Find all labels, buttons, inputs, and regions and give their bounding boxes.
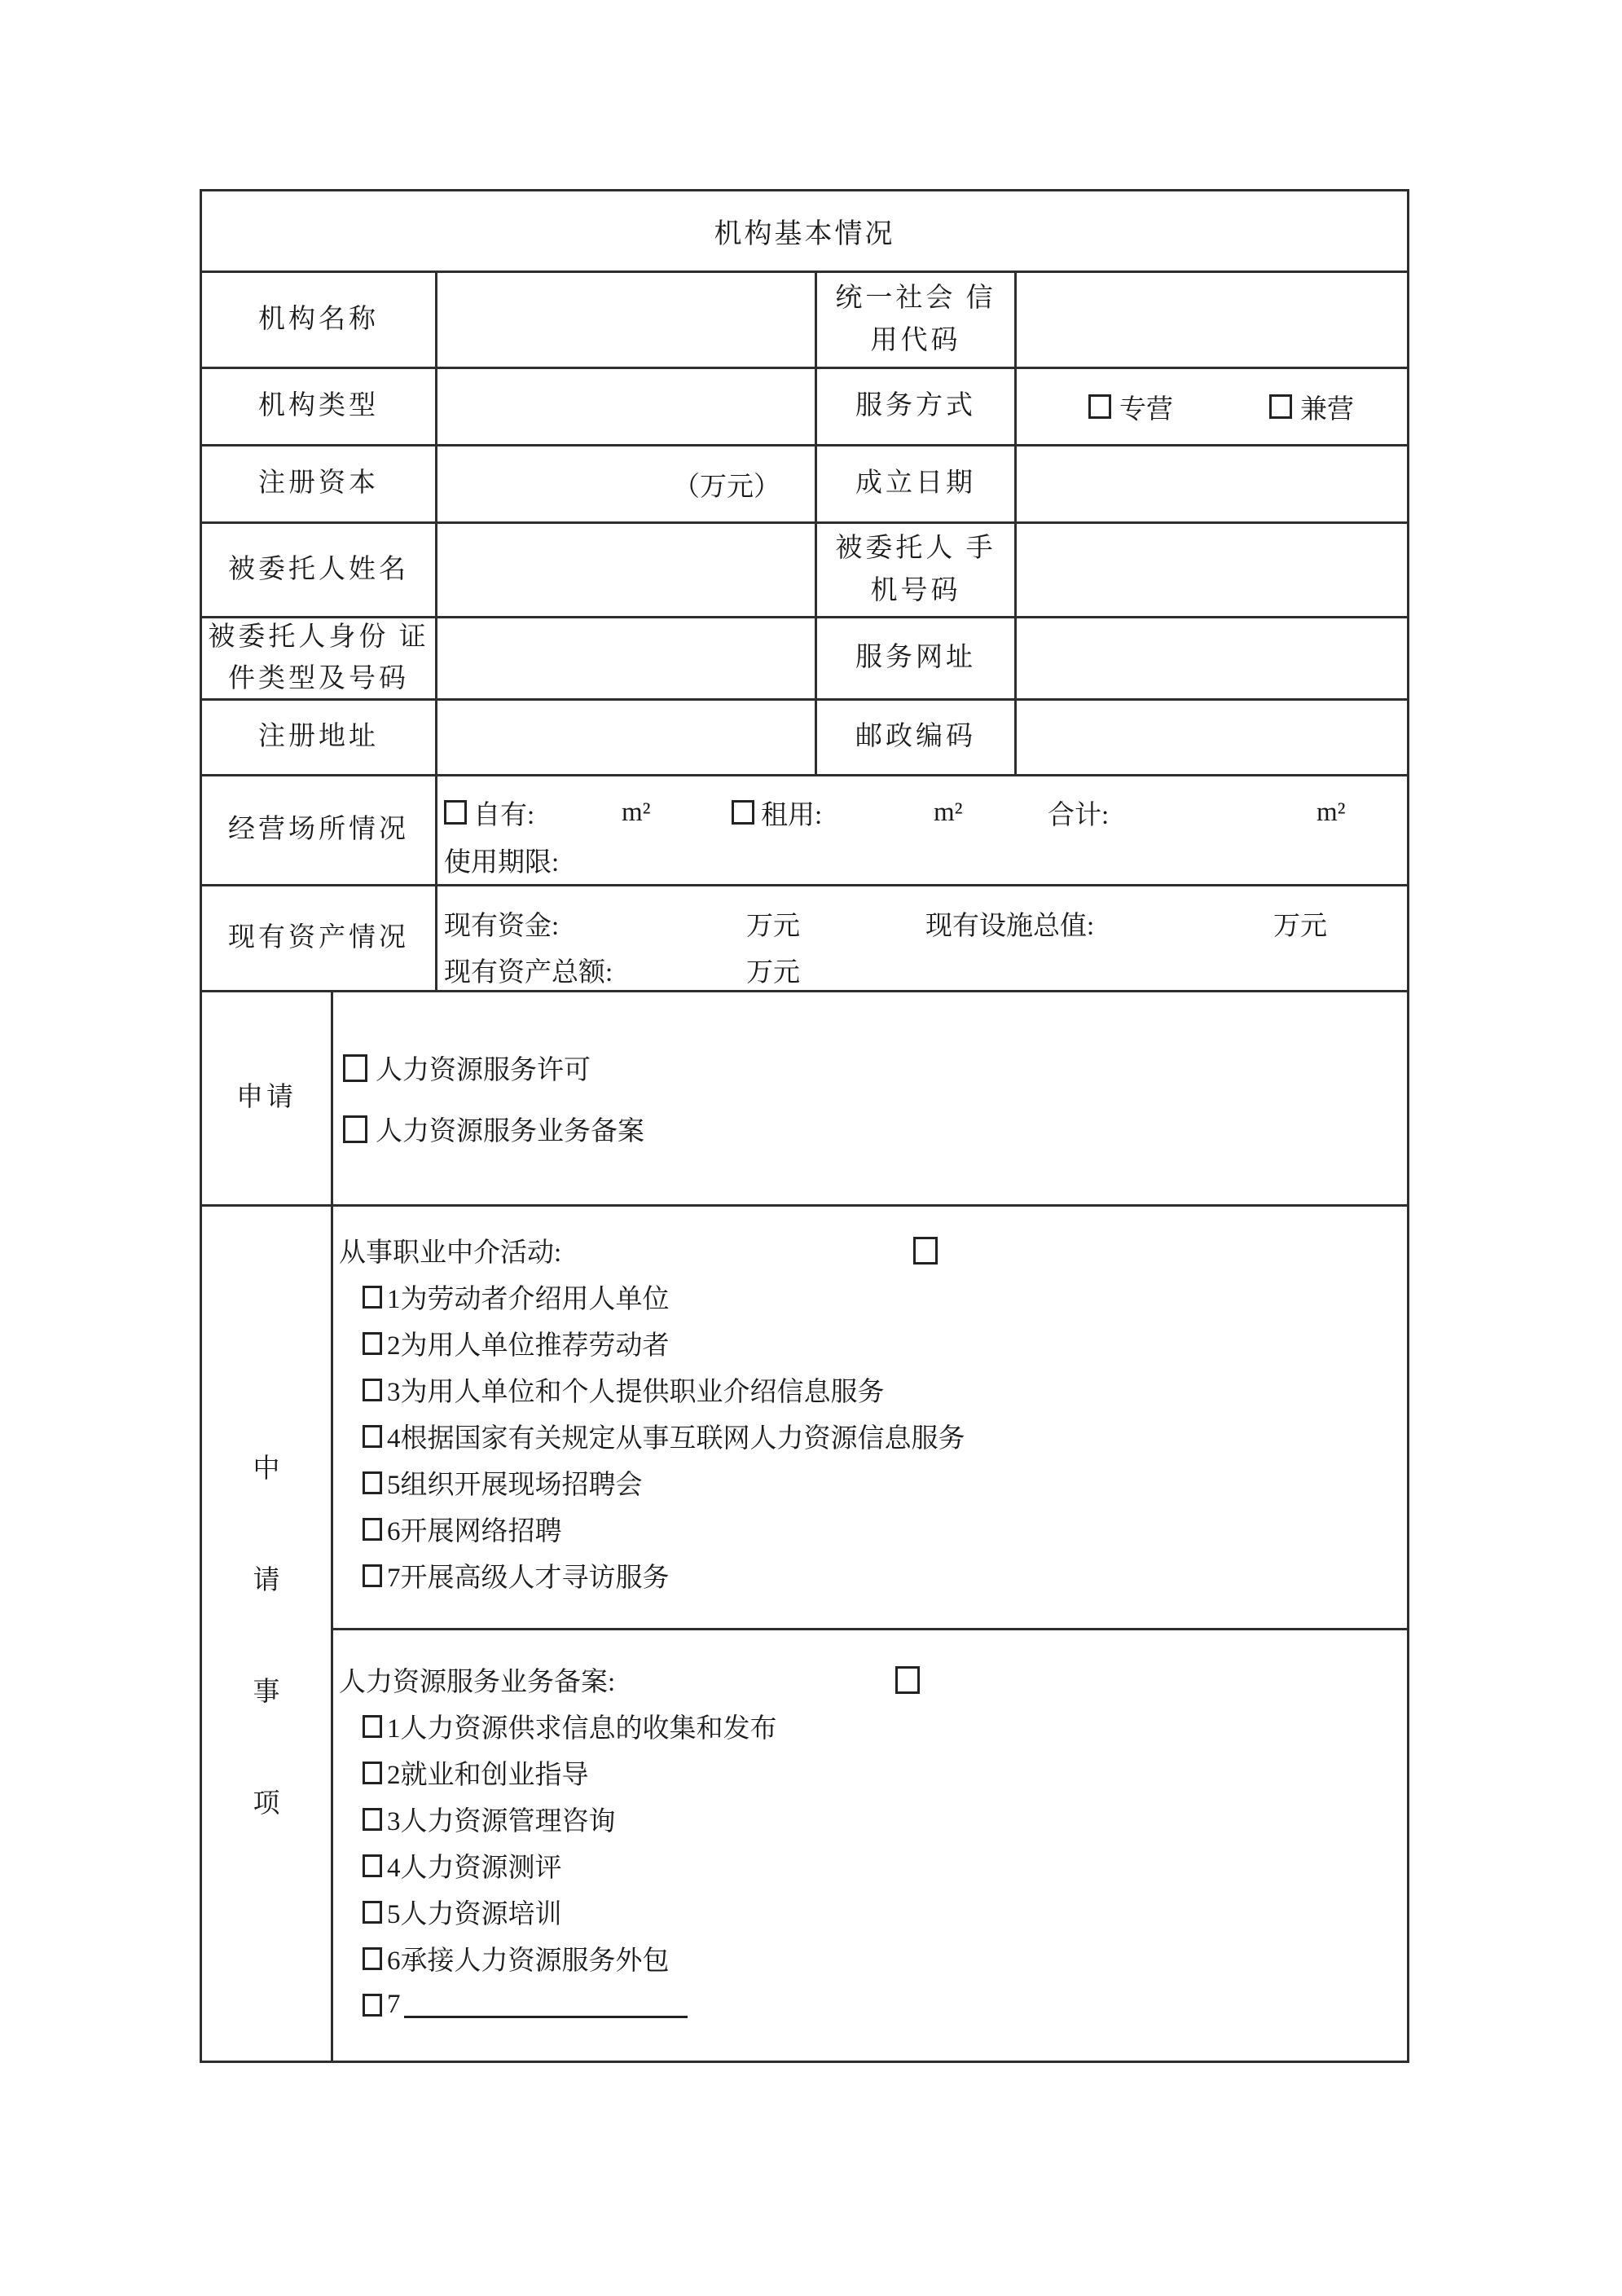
intermediary-header-line xyxy=(333,1227,1407,1273)
org-basic-info-table xyxy=(200,189,1409,2063)
premises-row xyxy=(202,776,1407,886)
matters-label xyxy=(202,1207,333,2061)
assets-facility-unit: 万元 xyxy=(1273,911,1327,941)
matters-label-char: 事 xyxy=(253,1678,280,1707)
intermediary-header: 从事职业中介活动: xyxy=(339,1238,562,1268)
checkbox-icon[interactable] xyxy=(895,1666,920,1694)
checkbox-icon[interactable] xyxy=(363,1762,382,1784)
assets-row xyxy=(202,886,1407,992)
checkbox-icon[interactable] xyxy=(363,1854,382,1877)
checkbox-icon[interactable] xyxy=(363,1808,382,1831)
service-mode-options-cell xyxy=(1017,369,1407,444)
list-item-label: 2为用人单位推荐劳动者 xyxy=(387,1331,670,1361)
service-url-label: 服务网址 xyxy=(817,618,1017,698)
list-item-label: 7开展高级人才寻访服务 xyxy=(387,1564,670,1593)
credit-code-value-cell[interactable] xyxy=(1017,273,1407,367)
checkbox-icon[interactable] xyxy=(1269,394,1292,419)
checkbox-icon[interactable] xyxy=(363,1994,382,2017)
premises-label: 经营场所情况 xyxy=(202,776,437,884)
reg-capital-label: 注册资本 xyxy=(202,446,437,521)
table-row xyxy=(202,369,1407,446)
service-mode-label: 服务方式 xyxy=(817,369,1017,444)
premises-rent-unit: m² xyxy=(934,797,963,827)
matters-row xyxy=(202,1207,1407,2061)
matters-content-cell xyxy=(333,1207,1407,2061)
list-item[interactable] xyxy=(333,1366,1407,1413)
matters-label-char: 项 xyxy=(253,1789,280,1819)
service-mode-option-label: 兼营 xyxy=(1300,394,1354,424)
list-item-label: 5人力资源培训 xyxy=(387,1900,562,1929)
premises-own-unit: m² xyxy=(622,797,651,827)
checkbox-icon[interactable] xyxy=(1088,394,1111,419)
delegate-phone-value-cell[interactable] xyxy=(1017,524,1407,616)
premises-content-cell[interactable] xyxy=(437,776,1407,884)
reg-capital-unit: （万元） xyxy=(673,472,780,502)
reg-address-label: 注册地址 xyxy=(202,701,437,774)
credit-code-label: 统一社会 信用代码 xyxy=(817,273,1017,367)
list-item-label: 3人力资源管理咨询 xyxy=(387,1807,616,1836)
list-item[interactable] xyxy=(333,1459,1407,1506)
filing-block xyxy=(333,1630,1407,2083)
list-item-label: 3为用人单位和个人提供职业介绍信息服务 xyxy=(387,1378,885,1407)
premises-own-option[interactable] xyxy=(444,794,534,830)
checkbox-icon[interactable] xyxy=(363,1564,382,1587)
checkbox-icon[interactable] xyxy=(363,1332,382,1355)
list-item-label: 2就业和创业指导 xyxy=(387,1761,589,1790)
list-item[interactable] xyxy=(333,1889,1407,1935)
checkbox-icon[interactable] xyxy=(343,1054,367,1082)
list-item-label: 4根据国家有关规定从事互联网人力资源信息服务 xyxy=(387,1424,965,1454)
premises-line-1 xyxy=(437,794,1407,830)
premises-total-unit: m² xyxy=(1317,797,1346,827)
postal-code-label: 邮政编码 xyxy=(817,701,1017,774)
title-row xyxy=(202,191,1407,273)
list-item[interactable] xyxy=(333,1413,1407,1459)
premises-rent-label: 租用: xyxy=(761,800,823,830)
list-item[interactable] xyxy=(333,1703,1407,1749)
service-mode-option-concurrent[interactable] xyxy=(1269,388,1354,426)
apply-option-label: 人力资源服务许可 xyxy=(376,1056,591,1085)
org-type-value-cell[interactable] xyxy=(437,369,817,444)
delegate-name-label: 被委托人姓名 xyxy=(202,524,437,616)
list-item[interactable] xyxy=(333,1506,1407,1552)
assets-fund-label: 现有资金: xyxy=(444,911,560,941)
list-item-label: 1为劳动者介绍用人单位 xyxy=(387,1285,670,1314)
org-name-label: 机构名称 xyxy=(202,273,437,367)
checkbox-icon[interactable] xyxy=(363,1901,382,1924)
table-row xyxy=(202,446,1407,524)
premises-own-label: 自有: xyxy=(473,800,535,830)
checkbox-icon[interactable] xyxy=(732,800,754,825)
list-item[interactable] xyxy=(333,1982,1407,2028)
list-item[interactable] xyxy=(333,1749,1407,1796)
list-item-label: 4人力资源测评 xyxy=(387,1854,562,1883)
apply-option-license[interactable] xyxy=(343,1049,591,1087)
table-row xyxy=(202,701,1407,776)
reg-address-value-cell[interactable] xyxy=(437,701,817,774)
assets-facility-label: 现有设施总值: xyxy=(925,911,1095,941)
apply-label: 申请 xyxy=(202,992,333,1204)
assets-total-label: 现有资产总额: xyxy=(444,957,613,987)
org-name-value-cell[interactable] xyxy=(437,273,817,367)
checkbox-icon[interactable] xyxy=(343,1115,367,1143)
list-item[interactable] xyxy=(333,1842,1407,1889)
list-item[interactable] xyxy=(333,1796,1407,1842)
service-mode-option-label: 专营 xyxy=(1119,394,1173,424)
delegate-id-value-cell[interactable] xyxy=(437,618,817,698)
list-item[interactable] xyxy=(333,1273,1407,1320)
service-mode-option-exclusive[interactable] xyxy=(1088,388,1173,426)
checkbox-icon[interactable] xyxy=(913,1237,938,1265)
list-item[interactable] xyxy=(333,1320,1407,1366)
apply-options-cell xyxy=(333,992,1407,1204)
table-row xyxy=(202,618,1407,701)
apply-option-label: 人力资源服务业务备案 xyxy=(376,1117,644,1146)
table-row xyxy=(202,524,1407,618)
blank-underline[interactable] xyxy=(404,1991,688,2018)
premises-total-label: 合计: xyxy=(1048,800,1110,830)
filing-header: 人力资源服务业务备案: xyxy=(339,1668,616,1697)
list-item[interactable] xyxy=(333,1935,1407,1982)
checkbox-icon[interactable] xyxy=(363,1286,382,1309)
delegate-phone-label: 被委托人 手机号码 xyxy=(817,524,1017,616)
assets-total-unit: 万元 xyxy=(746,957,800,987)
apply-row xyxy=(202,992,1407,1207)
delegate-name-value-cell[interactable] xyxy=(437,524,817,616)
page-title: 机构基本情况 xyxy=(714,219,895,249)
assets-line-1 xyxy=(437,905,1407,941)
list-item-label: 7 xyxy=(387,1990,401,2019)
reg-capital-value-cell[interactable] xyxy=(437,446,817,521)
assets-fund-unit: 万元 xyxy=(746,911,800,941)
assets-content-cell[interactable] xyxy=(437,886,1407,990)
list-item-label: 1人力资源供求信息的收集和发布 xyxy=(387,1714,777,1744)
table-row xyxy=(202,273,1407,369)
checkbox-icon[interactable] xyxy=(363,1518,382,1541)
premises-line-2 xyxy=(437,842,1407,877)
org-type-label: 机构类型 xyxy=(202,369,437,444)
checkbox-icon[interactable] xyxy=(363,1425,382,1448)
apply-option-filing[interactable] xyxy=(343,1110,644,1148)
assets-line-2 xyxy=(437,952,1407,987)
list-item-label: 6承接人力资源服务外包 xyxy=(387,1946,670,1976)
intermediary-block xyxy=(333,1207,1407,1630)
filing-header-line xyxy=(333,1656,1407,1703)
checkbox-icon[interactable] xyxy=(363,1471,382,1494)
premises-rent-option[interactable] xyxy=(732,794,822,830)
list-item-label: 6开展网络招聘 xyxy=(387,1517,562,1546)
list-item-label: 5组织开展现场招聘会 xyxy=(387,1471,643,1500)
list-item[interactable] xyxy=(333,1552,1407,1599)
service-url-value-cell[interactable] xyxy=(1017,618,1407,698)
matters-label-char: 中 xyxy=(253,1454,280,1484)
found-date-label: 成立日期 xyxy=(817,446,1017,521)
delegate-id-label: 被委托人身份 证件类型及号码 xyxy=(202,618,437,698)
postal-code-value-cell[interactable] xyxy=(1017,701,1407,774)
checkbox-icon[interactable] xyxy=(444,800,467,825)
checkbox-icon[interactable] xyxy=(363,1947,382,1970)
checkbox-icon[interactable] xyxy=(363,1715,382,1738)
matters-label-char: 请 xyxy=(253,1566,280,1595)
premises-term-label: 使用期限: xyxy=(444,847,560,877)
checkbox-icon[interactable] xyxy=(363,1379,382,1401)
assets-label: 现有资产情况 xyxy=(202,886,437,990)
found-date-value-cell[interactable] xyxy=(1017,446,1407,521)
